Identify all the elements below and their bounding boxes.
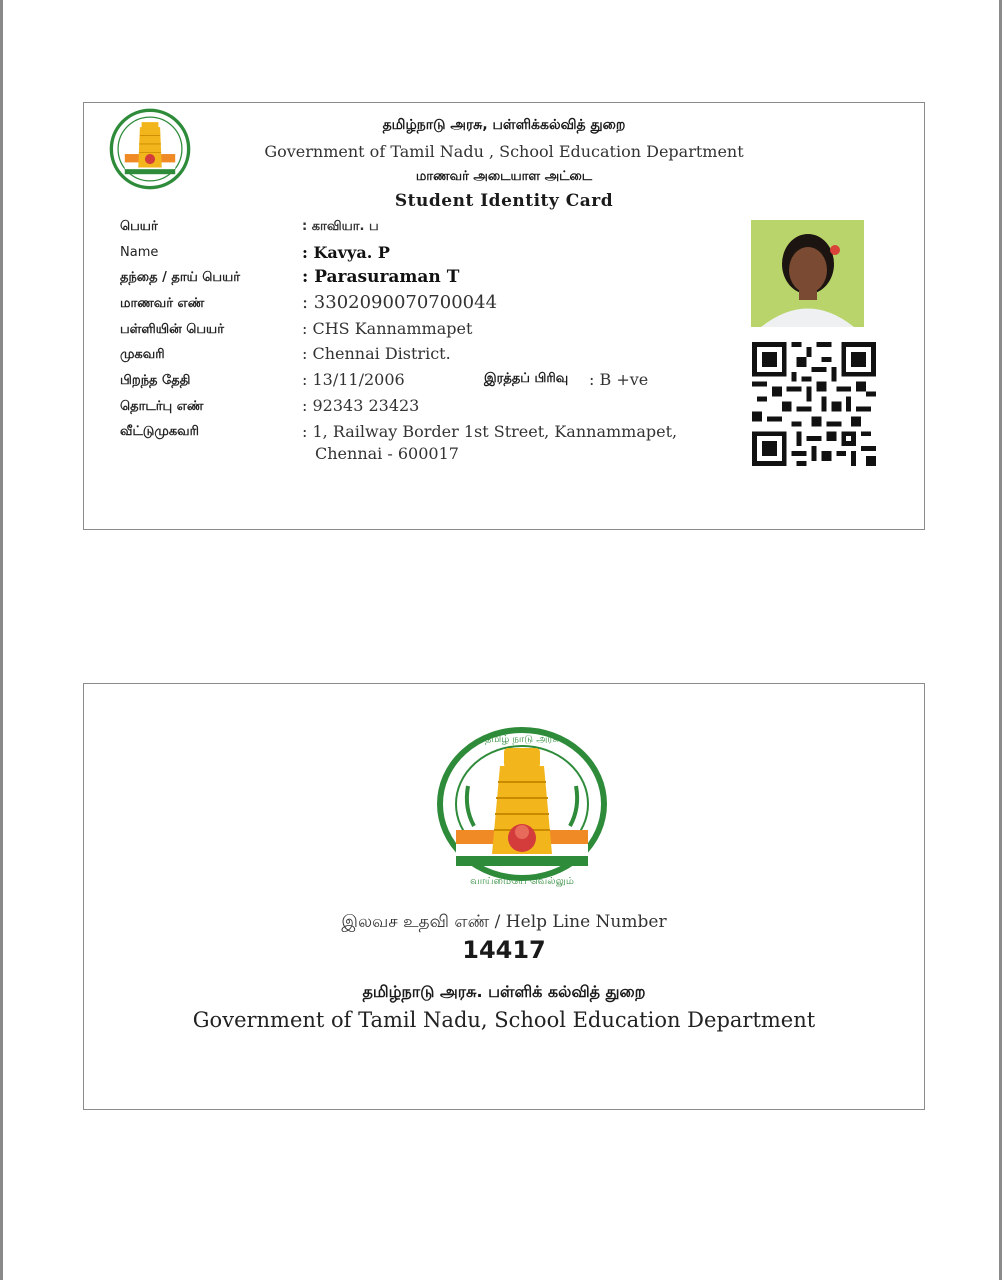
emblem-motto: வாய்மையே வெல்லும் <box>470 876 574 887</box>
field-label-home-address: வீட்டுமுகவரி <box>120 424 199 439</box>
footer-dept-tamil: தமிழ்நாடு அரசு. பள்ளிக் கல்வித் துறை <box>362 982 646 1001</box>
field-value-student-number: : 3302090070700044 <box>302 292 498 313</box>
field-label-blood-group: இரத்தப் பிரிவு <box>484 371 569 386</box>
field-value-home-address-line2: Chennai - 600017 <box>315 444 459 463</box>
field-label-name: Name <box>120 245 159 260</box>
field-label-address: முகவரி <box>120 347 165 362</box>
emblem-ring-text: தமிழ் நாடு அரசு <box>484 734 560 745</box>
field-label-contact: தொடர்பு எண் <box>120 399 204 414</box>
field-label-name-tamil: பெயர் <box>120 219 158 234</box>
field-value-parent-name: : Parasuraman T <box>302 267 460 287</box>
helpline-number: 14417 <box>462 936 546 964</box>
footer-dept-english: Government of Tamil Nadu, School Education Department <box>192 1008 816 1032</box>
field-value-home-address: : 1, Railway Border 1st Street, Kannammapet, <box>302 422 678 441</box>
student-photo <box>751 220 864 327</box>
field-label-parent-name: தந்தை / தாய் பெயர் <box>120 270 241 285</box>
field-value-blood-group: : B +ve <box>589 370 649 389</box>
card-title-tamil: மாணவர் அடையாள அட்டை <box>415 169 593 184</box>
dept-name-tamil: தமிழ்நாடு அரசு, பள்ளிக்கல்வித் துறை <box>382 117 626 133</box>
field-value-name-tamil: : காவியா. ப <box>302 219 379 234</box>
qr-code <box>751 342 877 466</box>
id-card-back <box>83 683 925 1110</box>
field-value-school-name: : CHS Kannammapet <box>302 319 473 338</box>
field-label-dob: பிறந்த தேதி <box>120 373 191 388</box>
page-border-left <box>0 0 3 1280</box>
dept-name-english: Government of Tamil Nadu , School Education Department <box>264 142 744 161</box>
card-title-english: Student Identity Card <box>394 191 614 211</box>
field-label-school-name: பள்ளியின் பெயர் <box>120 322 224 337</box>
id-card-front <box>83 102 925 530</box>
field-label-student-number: மாணவர் எண் <box>120 296 205 311</box>
tamil-nadu-emblem-icon <box>434 726 610 894</box>
field-value-dob: : 13/11/2006 <box>302 370 405 389</box>
field-value-name: : Kavya. P <box>302 243 390 262</box>
helpline-label: இலவச உதவி எண் / Help Line Number <box>341 912 667 932</box>
field-value-address: : Chennai District. <box>302 344 451 363</box>
field-value-contact: : 92343 23423 <box>302 396 420 415</box>
